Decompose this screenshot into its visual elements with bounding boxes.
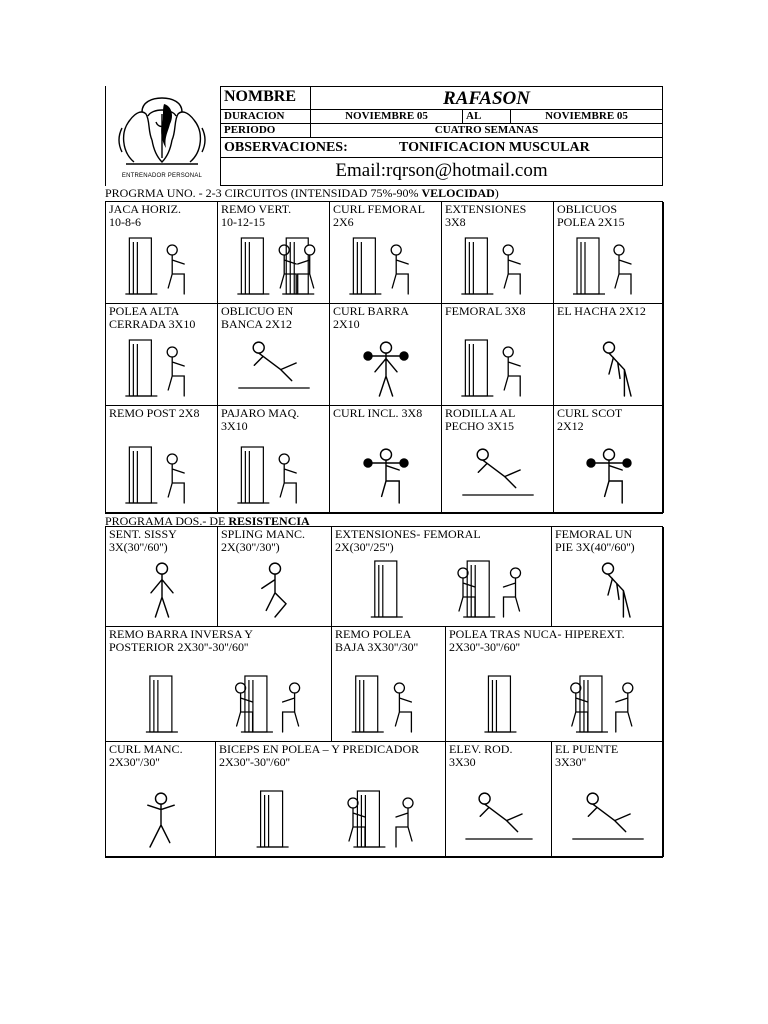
preacher-curl-icon xyxy=(559,435,659,507)
sissy-squat-icon xyxy=(111,556,213,621)
programa-dos-grid xyxy=(105,526,663,858)
pulldown-and-hyperextension-icon xyxy=(451,656,659,736)
exercise-cell xyxy=(330,304,442,406)
nombre-label: NOMBRE xyxy=(221,87,311,109)
exercise-label: FEMORAL UN PIE 3X(40''/60'') xyxy=(555,527,635,554)
knee-to-chest-icon xyxy=(447,435,549,507)
exercise-label: REMO VERT. 10-12-15 xyxy=(221,202,292,229)
exercise-cell xyxy=(554,304,664,406)
exercise-label: OBLICUO EN BANCA 2X12 xyxy=(221,304,294,331)
cable-oblique-icon xyxy=(559,231,659,298)
email-link[interactable]: Email:rqrson@hotmail.com xyxy=(335,160,548,181)
exercise-cell xyxy=(442,304,554,406)
programa-uno-velocidad: VELOCIDAD xyxy=(421,186,495,200)
exercise-cell xyxy=(332,627,446,742)
programa-uno-banner xyxy=(105,186,663,200)
observaciones-value: TONIFICACION MUSCULAR xyxy=(399,140,590,155)
exercise-label: EL PUENTE 3X30'' xyxy=(555,742,619,769)
exercise-cell xyxy=(332,527,552,627)
programa-uno-suffix: ) xyxy=(494,186,499,200)
exercise-cell xyxy=(330,406,442,513)
exercise-cell xyxy=(554,202,664,304)
exercise-cell xyxy=(218,527,332,627)
bridge-icon xyxy=(557,771,659,851)
exercise-label: EL HACHA 2X12 xyxy=(557,304,646,318)
trainer-logo xyxy=(105,86,218,186)
exercise-label: SPLING MANC. 2X(30''/30'') xyxy=(221,527,306,554)
programa-uno-grid xyxy=(105,201,663,514)
cable-biceps-and-preacher-icon xyxy=(221,771,441,851)
exercise-label: RODILLA AL PECHO 3X15 xyxy=(445,406,516,433)
exercise-label: PAJARO MAQ. 3X10 xyxy=(221,406,300,433)
programa-dos-title: PROGRAMA DOS.- DE xyxy=(105,514,229,528)
logo-caption: ENTRENADOR PERSONAL xyxy=(121,173,203,179)
trainer-logo-icon xyxy=(112,92,212,172)
exercise-label: ELEV. ROD. 3X30 xyxy=(449,742,513,769)
rear-delt-machine-icon xyxy=(223,435,325,507)
sheet-header xyxy=(105,86,663,186)
seated-cable-row-icon xyxy=(337,656,441,736)
exercise-cell xyxy=(106,527,218,627)
header-info-table xyxy=(220,86,663,186)
training-sheet xyxy=(105,86,663,769)
exercise-label: CURL SCOT 2X12 xyxy=(557,406,623,433)
programa-dos-resistencia: RESISTENCIA xyxy=(228,514,310,528)
al-label: AL xyxy=(463,110,511,123)
exercise-cell xyxy=(106,742,216,857)
exercise-label: JACA HORIZ. 10-8-6 xyxy=(109,202,182,229)
exercise-cell xyxy=(218,406,330,513)
exercise-cell xyxy=(446,627,664,742)
hamstring-machine-icon xyxy=(447,320,549,400)
exercise-label: OBLICUOS POLEA 2X15 xyxy=(557,202,625,229)
leg-extension-and-curl-icon xyxy=(337,556,547,621)
nombre-value: RAFASON xyxy=(443,88,530,109)
exercise-label: CURL MANC. 2X30''/30'' xyxy=(109,742,183,769)
rear-row-icon xyxy=(111,422,213,507)
exercise-cell xyxy=(218,202,330,304)
leg-raise-icon xyxy=(451,771,547,851)
exercise-label: REMO POST 2X8 xyxy=(109,406,200,420)
dumbbell-curl-icon xyxy=(111,771,211,851)
standing-row-icon xyxy=(223,231,325,298)
single-leg-deadlift-icon xyxy=(557,556,659,621)
exercise-cell xyxy=(106,202,218,304)
exercise-cell xyxy=(442,202,554,304)
exercise-cell xyxy=(552,527,664,627)
exercise-label: REMO BARRA INVERSA Y POSTERIOR 2X30''-30''/60'' xyxy=(109,627,253,654)
exercise-cell xyxy=(106,406,218,513)
exercise-label: EXTENSIONES- FEMORAL 2X(30''/25'') xyxy=(335,527,481,554)
exercise-label: BICEPS EN POLEA – Y PREDICADOR 2X30''-30''/60'' xyxy=(219,742,420,769)
exercise-label: POLEA TRAS NUCA- HIPEREXT. 2X30''-30''/60'' xyxy=(449,627,625,654)
exercise-label: CURL INCL. 3X8 xyxy=(333,406,423,420)
exercise-label: FEMORAL 3X8 xyxy=(445,304,526,318)
exercise-label: POLEA ALTA CERRADA 3X10 xyxy=(109,304,196,331)
observaciones-label: OBSERVACIONES: xyxy=(224,140,348,155)
machine-press-icon xyxy=(111,231,213,298)
dumbbell-lunge-icon xyxy=(223,556,327,621)
leg-extension-machine-icon xyxy=(447,231,549,298)
exercise-label: CURL FEMORAL 2X6 xyxy=(333,202,425,229)
exercise-cell xyxy=(554,406,664,513)
exercise-cell xyxy=(330,202,442,304)
exercise-label: EXTENSIONES 3X8 xyxy=(445,202,527,229)
exercise-cell xyxy=(552,742,664,857)
bench-oblique-icon xyxy=(223,333,325,400)
duracion-label: DURACION xyxy=(221,110,311,123)
exercise-cell xyxy=(442,406,554,513)
exercise-label: REMO POLEA BAJA 3X30''/30'' xyxy=(335,627,418,654)
leg-curl-machine-icon xyxy=(335,231,437,298)
barbell-curl-icon xyxy=(335,333,437,400)
programa-uno-title: PROGRMA UNO. - 2-3 CIRCUITOS (INTENSIDAD 75%-90% xyxy=(105,186,422,200)
exercise-label: SENT. SISSY 3X(30''/60'') xyxy=(109,527,177,554)
exercise-label: CURL BARRA 2X10 xyxy=(333,304,409,331)
lat-pulldown-icon xyxy=(111,333,213,400)
exercise-cell xyxy=(106,627,332,742)
periodo-value: CUATRO SEMANAS xyxy=(434,124,539,136)
incline-curl-icon xyxy=(335,422,437,507)
exercise-cell xyxy=(106,304,218,406)
duracion-from: NOVIEMBRE 05 xyxy=(311,110,463,123)
exercise-cell xyxy=(218,304,330,406)
periodo-label: PERIODO xyxy=(221,124,311,137)
duracion-to: NOVIEMBRE 05 xyxy=(545,110,628,122)
exercise-cell xyxy=(446,742,552,857)
woodchop-icon xyxy=(559,320,659,400)
barbell-row-icon xyxy=(111,656,327,736)
exercise-cell xyxy=(216,742,446,857)
